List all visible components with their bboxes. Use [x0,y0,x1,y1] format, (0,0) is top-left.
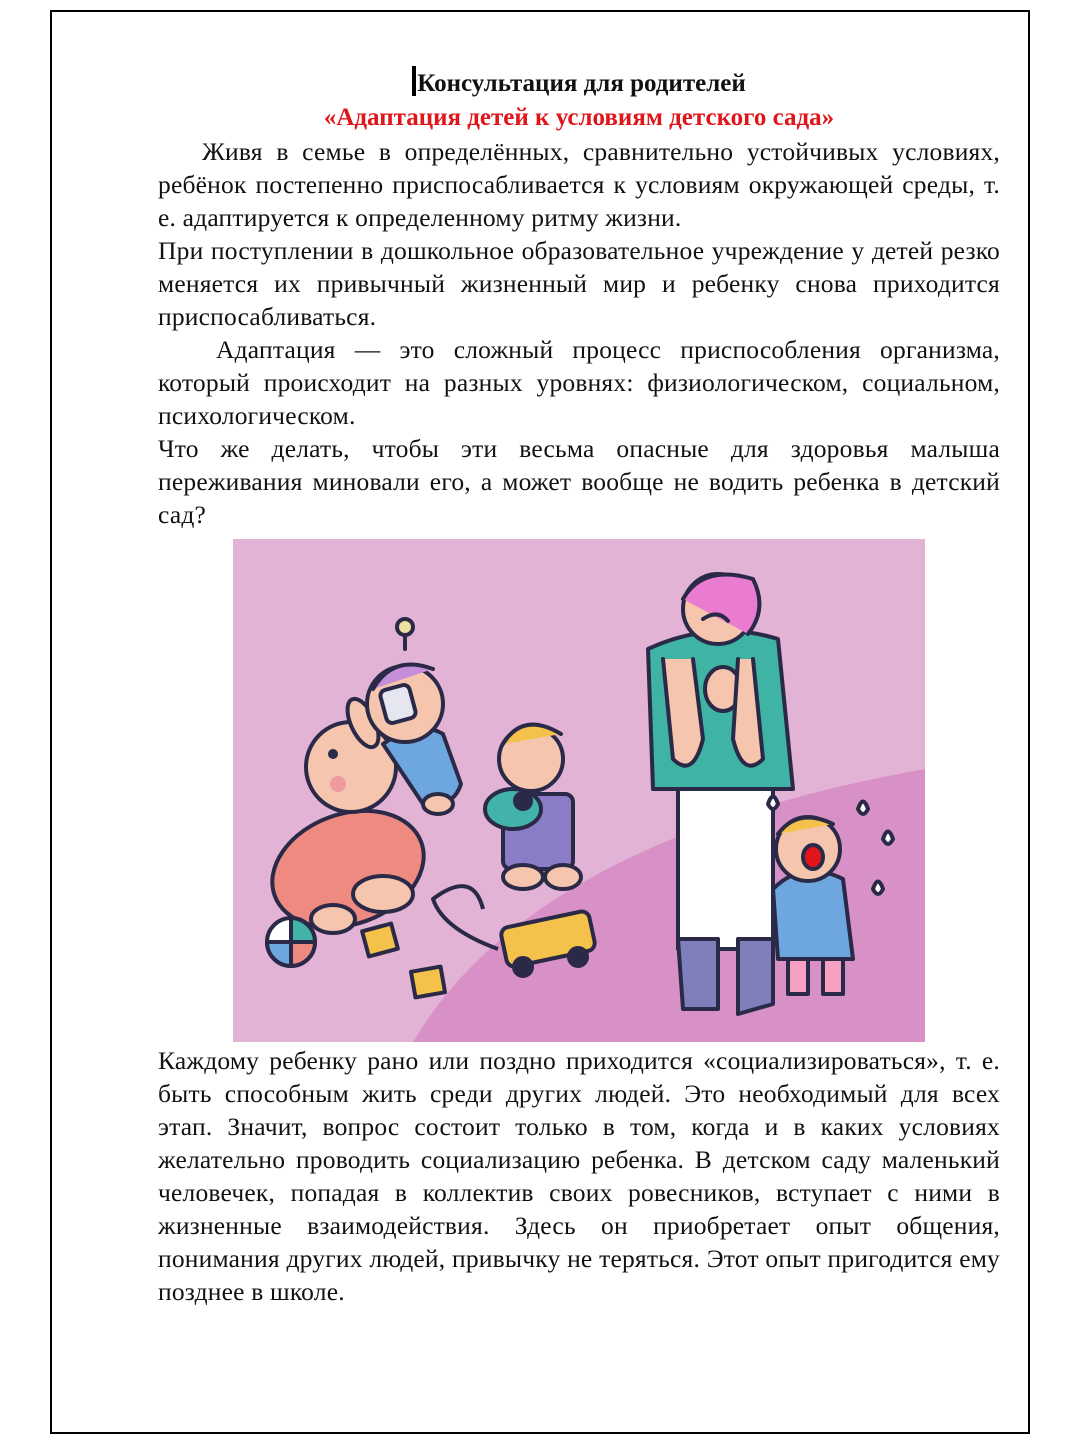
paragraph-2: При поступлении в дошкольное образовательное учреждение у детей резко меняется их привычный жизненный мир и ребенку снова приходится приспосабливаться. [158,236,1000,331]
illustration-svg [233,539,925,1042]
title-text: Консультация для родителей [417,70,746,97]
paragraph-3: Адаптация — это сложный процесс приспособления организма, который происходит на разных уровнях: физиологическом, социальном, психологическом. [158,335,1000,430]
document-subtitle: «Адаптация детей к условиям детского сада» [323,104,835,131]
paragraph-1: Живя в семье в определённых, сравнительно устойчивых условиях, ребёнок постепенно приспосабливается к условиям окружающей среды, т. е. адаптируется к определенному ритму жизни. [158,137,1000,232]
document-content [158,66,1000,1308]
paragraph-4: Что же делать, чтобы эти весьма опасные для здоровья малыша переживания миновали его, а может вообще не водить ребенка в детский сад? [158,434,1000,529]
paragraph-5: Каждому ребенку рано или поздно приходится «социализироваться», т. е. быть способным жить среди других людей. Это необходимый для всех этап. Значит, вопрос состоит только в том, когда и в каких условиях желательно проводить социализацию ребенка. В детском саду маленький человечек, попадая в коллектив своих ровесников, вступает с ними в жизненные взаимодействия. Здесь он приобретает опыт общения, понимания других людей, привычку не теряться. Этот опыт пригодится ему позднее в школе. [158,1046,1000,1306]
text-cursor [412,66,416,96]
kindergarten-illustration [233,539,925,1042]
document-title [158,66,1000,101]
